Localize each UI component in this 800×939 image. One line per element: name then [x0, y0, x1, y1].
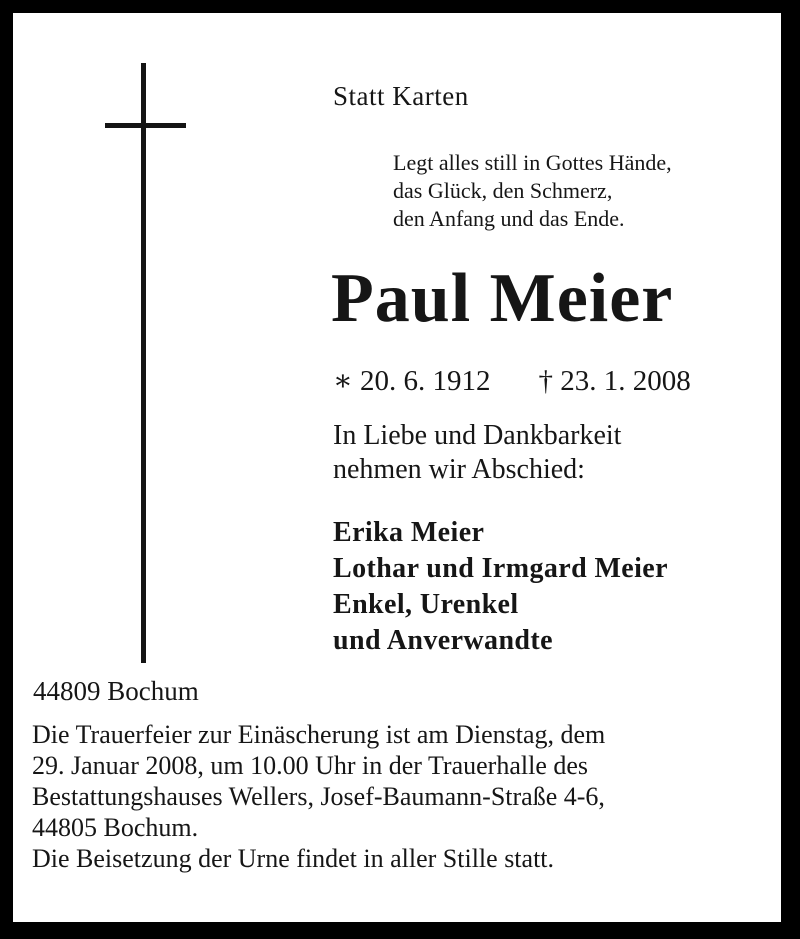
funeral-details-line-2: 29. Januar 2008, um 10.00 Uhr in der Trauerhalle des [32, 751, 589, 780]
statt-karten-header: Statt Karten [333, 81, 469, 111]
mourner-line-3: Enkel, Urenkel [333, 589, 519, 620]
funeral-details [32, 719, 605, 874]
birth-date [333, 365, 490, 397]
verse-line-2: das Glück, den Schmerz, [393, 178, 613, 203]
mourner-line-4: und Anverwandte [333, 625, 553, 656]
verse-line-3: den Anfang und das Ende. [393, 206, 625, 231]
funeral-details-line-1: Die Trauerfeier zur Einäscherung ist am Dienstag, dem [32, 720, 606, 749]
deceased-name: Paul Meier [331, 260, 674, 337]
death-date [538, 365, 690, 397]
farewell-text [333, 419, 621, 487]
mourner-line-2: Lothar und Irmgard Meier [333, 553, 668, 584]
death-notice-card [13, 13, 781, 922]
mourner-line-1: Erika Meier [333, 517, 485, 548]
birth-star-icon: ∗ [333, 365, 353, 397]
cross-icon-bar [105, 123, 186, 128]
verse-line-1: Legt alles still in Gottes Hände, [393, 150, 672, 175]
funeral-details-line-4: 44805 Bochum. [32, 813, 199, 842]
death-date-value: 23. 1. 2008 [560, 365, 691, 397]
birth-date-value: 20. 6. 1912 [359, 365, 491, 397]
death-dagger-icon: † [538, 365, 553, 397]
farewell-line-1: In Liebe und Dankbarkeit [333, 420, 622, 451]
memorial-verse [393, 149, 672, 233]
funeral-details-line-5: Die Beisetzung der Urne findet in aller Stille statt. [32, 844, 555, 873]
life-dates [333, 363, 691, 398]
mourners-list [333, 515, 668, 659]
cross-icon [141, 63, 146, 663]
farewell-line-2: nehmen wir Abschied: [333, 454, 585, 485]
location-text: 44809 Bochum [33, 676, 199, 706]
funeral-details-line-3: Bestattungshauses Wellers, Josef-Baumann-Straße 4-6, [32, 782, 605, 811]
